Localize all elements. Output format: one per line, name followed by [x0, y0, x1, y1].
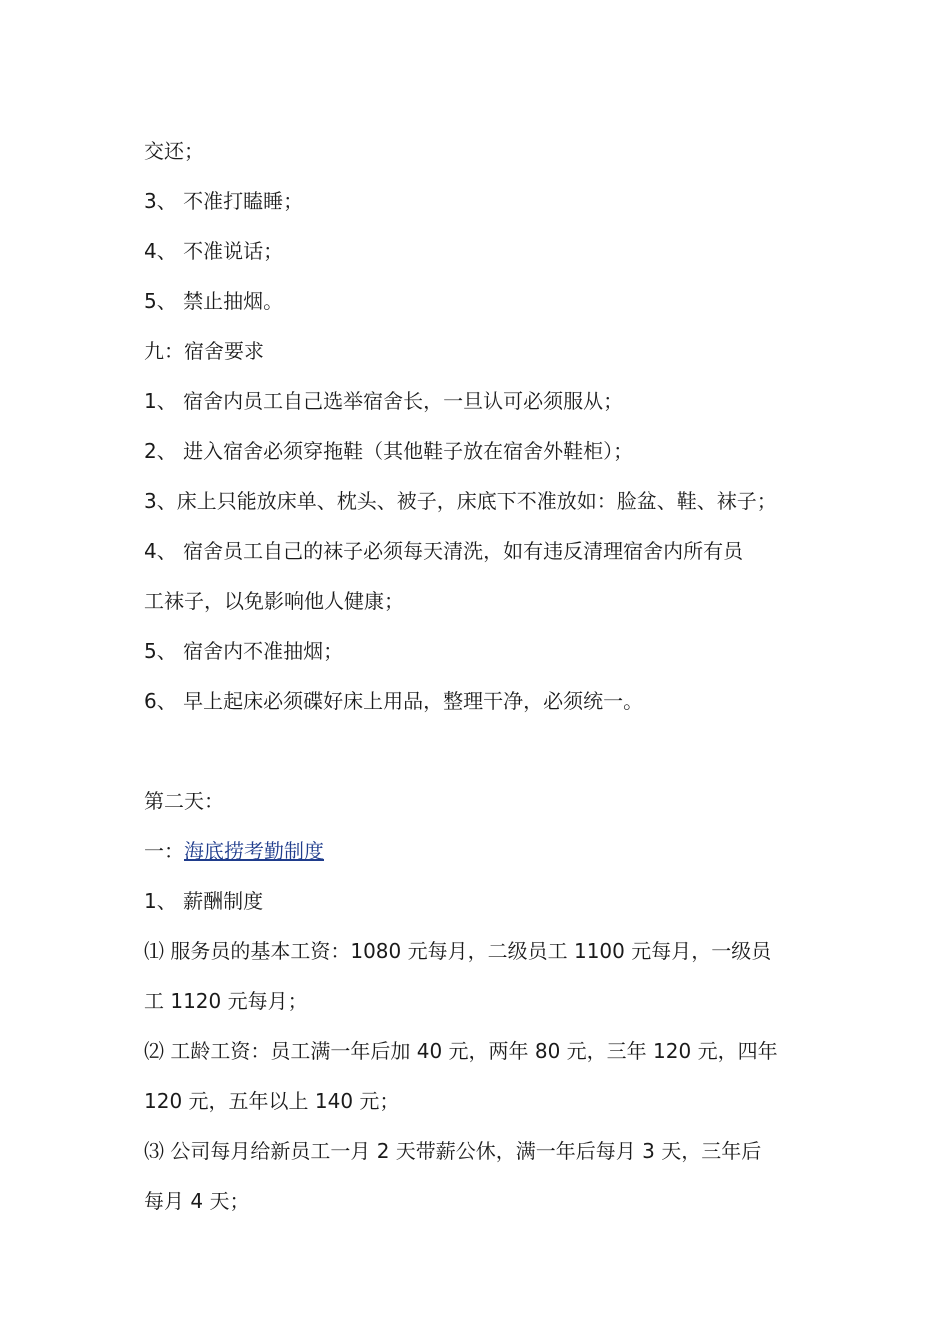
text-line: 工袜子，以免影响他人健康；	[144, 589, 404, 613]
list-item: 3、床上只能放床单、枕头、被子，床底下不准放如：脸盆、鞋、袜子；	[144, 489, 777, 513]
list-item: 1、 薪酬制度	[144, 889, 264, 913]
text-line: 每月 4 天；	[144, 1189, 250, 1213]
list-item: 4、 不准说话；	[144, 239, 284, 263]
list-item: ⑶ 公司每月给新员工一月 2 天带薪公休，满一年后每月 3 天，三年后	[144, 1139, 762, 1163]
text-line: 工 1120 元每月；	[144, 989, 308, 1013]
text-line: 120 元，五年以上 140 元；	[144, 1089, 400, 1113]
section-prefix: 一：	[144, 839, 184, 863]
list-item: 5、 禁止抽烟。	[144, 289, 284, 313]
document-page	[144, 126, 814, 1226]
list-item: 5、 宿舍内不准抽烟；	[144, 639, 344, 663]
list-item: ⑴ 服务员的基本工资：1080 元每月，二级员工 1100 元每月，一级员	[144, 939, 772, 963]
section-heading: 九：宿舍要求	[144, 339, 264, 363]
list-item: 4、 宿舍员工自己的袜子必须每天清洗，如有违反清理宿舍内所有员	[144, 539, 744, 563]
attendance-policy-link[interactable]: 海底捞考勤制度	[184, 839, 324, 863]
day-heading: 第二天：	[144, 789, 224, 813]
list-item: 2、 进入宿舍必须穿拖鞋（其他鞋子放在宿舍外鞋柜）；	[144, 439, 634, 463]
section-heading	[144, 826, 814, 876]
blank-line	[144, 726, 814, 776]
text-line: 交还；	[144, 139, 204, 163]
list-item: 6、 早上起床必须碟好床上用品，整理干净，必须统一。	[144, 689, 644, 713]
list-item: ⑵ 工龄工资：员工满一年后加 40 元，两年 80 元，三年 120 元，四年	[144, 1039, 778, 1063]
list-item: 3、 不准打瞌睡；	[144, 189, 304, 213]
list-item: 1、 宿舍内员工自己选举宿舍长，一旦认可必须服从；	[144, 389, 624, 413]
